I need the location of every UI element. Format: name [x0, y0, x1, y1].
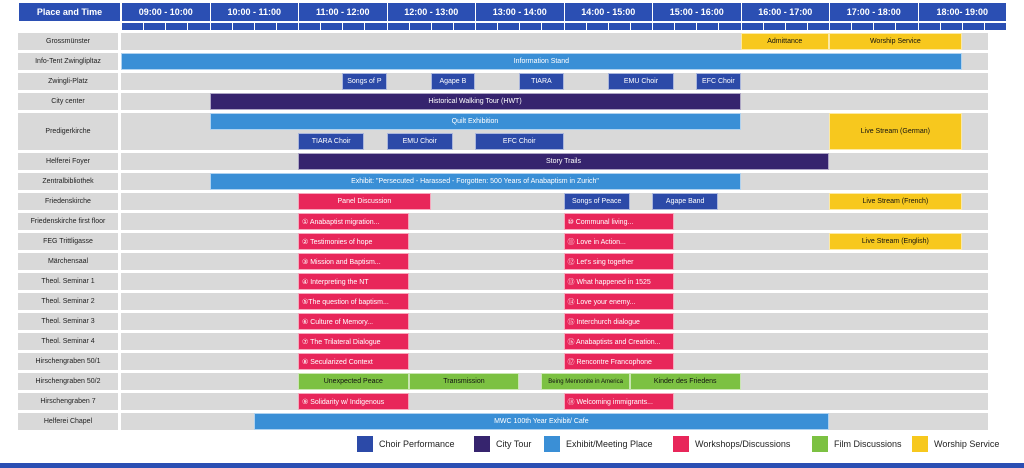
time-header-5: 14:00 - 15:00: [564, 3, 653, 21]
event-workshop[interactable]: ⑤The question of baptism...: [298, 293, 409, 310]
quarter-hour-tick: [541, 23, 563, 30]
quarter-hour-tick: [519, 23, 541, 30]
time-header-3: 12:00 - 13:00: [387, 3, 476, 21]
legend-label: Worship Service: [934, 439, 1000, 449]
quarter-hour-tick: [608, 23, 630, 30]
legend-item-city-tour: [474, 434, 531, 454]
event-exhibit[interactable]: MWC 100th Year Exhibit/ Cafe: [254, 413, 829, 430]
quarter-hour-tick: [763, 23, 785, 30]
event-worship[interactable]: Admittance: [741, 33, 830, 50]
time-header-2: 11:00 - 12:00: [298, 3, 387, 21]
quarter-hour-tick: [298, 23, 320, 30]
event-exhibit[interactable]: Information Stand: [121, 53, 962, 70]
venue-label: Märchensaal: [18, 253, 118, 270]
event-choir[interactable]: Agape B: [431, 73, 475, 90]
event-choir[interactable]: EFC Choir: [475, 133, 564, 150]
quarter-hour-tick: [210, 23, 232, 30]
event-workshop[interactable]: ⑱ Welcoming immigrants...: [564, 393, 675, 410]
quarter-hour-tick: [984, 23, 1006, 30]
quarter-hour-tick: [652, 23, 674, 30]
event-choir[interactable]: TIARA Choir: [298, 133, 364, 150]
event-choir[interactable]: Songs of P: [342, 73, 386, 90]
legend-item-workshop: [673, 434, 790, 454]
time-header-1: 10:00 - 11:00: [210, 3, 299, 21]
quarter-hour-tick: [387, 23, 409, 30]
event-workshop[interactable]: ③ Mission and Baptism...: [298, 253, 409, 270]
venue-label: Zentralbibliothek: [18, 173, 118, 190]
event-worship[interactable]: Live Stream (English): [829, 233, 962, 250]
event-workshop[interactable]: ④ Interpreting the NT: [298, 273, 409, 290]
venue-label: Theol. Seminar 2: [18, 293, 118, 310]
event-workshop[interactable]: ⑮ Interchurch dialogue: [564, 313, 675, 330]
venue-label: FEG Trittligasse: [18, 233, 118, 250]
legend-label: Exhibit/Meeting Place: [566, 439, 653, 449]
legend-swatch: [544, 436, 560, 452]
time-header-8: 17:00 - 18:00: [829, 3, 918, 21]
legend-item-exhibit: [544, 434, 653, 454]
time-header-4: 13:00 - 14:00: [475, 3, 564, 21]
quarter-hour-tick: [829, 23, 851, 30]
event-exhibit[interactable]: Exhibit: "Persecuted - Harassed - Forgotten: 500 Years of Anabaptism in Zurich": [210, 173, 741, 190]
event-workshop[interactable]: ⑯ Anabaptists and Creation...: [564, 333, 675, 350]
event-city-tour[interactable]: Story Trails: [298, 153, 829, 170]
legend-swatch: [912, 436, 928, 452]
legend-swatch: [357, 436, 373, 452]
quarter-hour-tick: [143, 23, 165, 30]
quarter-hour-tick: [187, 23, 209, 30]
event-workshop[interactable]: ② Testimonies of hope: [298, 233, 409, 250]
legend-item-film: [812, 434, 902, 454]
quarter-hour-tick: [497, 23, 519, 30]
row-background: [121, 313, 988, 330]
quarter-hour-tick: [409, 23, 431, 30]
legend-label: Choir Performance: [379, 439, 455, 449]
quarter-hour-tick: [630, 23, 652, 30]
event-worship[interactable]: Worship Service: [829, 33, 962, 50]
event-worship[interactable]: Live Stream (German): [829, 113, 962, 150]
quarter-hour-tick: [785, 23, 807, 30]
event-choir[interactable]: Songs of Peace: [564, 193, 630, 210]
quarter-hour-tick: [807, 23, 829, 30]
quarter-hour-tick: [873, 23, 895, 30]
venue-label: Friedenskirche first floor: [18, 213, 118, 230]
legend-swatch: [474, 436, 490, 452]
event-exhibit[interactable]: Quilt Exhibition: [210, 113, 741, 130]
venue-label: Friedenskirche: [18, 193, 118, 210]
row-background: [121, 213, 988, 230]
place-and-time-header: Place and Time: [18, 3, 120, 21]
venue-label: Hirschengraben 50/1: [18, 353, 118, 370]
quarter-hour-tick: [674, 23, 696, 30]
event-workshop[interactable]: ⑭ Love your enemy...: [564, 293, 675, 310]
event-film[interactable]: Unexpected Peace: [298, 373, 409, 390]
quarter-hour-tick: [918, 23, 940, 30]
event-worship[interactable]: Live Stream (French): [829, 193, 962, 210]
quarter-hour-tick: [165, 23, 187, 30]
event-choir[interactable]: Agape Band: [652, 193, 718, 210]
row-background: [121, 273, 988, 290]
quarter-hour-tick: [564, 23, 586, 30]
venue-label: Grossmünster: [18, 33, 118, 50]
venue-label: Theol. Seminar 3: [18, 313, 118, 330]
venue-label: Predigerkirche: [18, 113, 118, 150]
row-background: [121, 293, 988, 310]
quarter-hour-tick: [276, 23, 298, 30]
quarter-hour-tick: [696, 23, 718, 30]
row-background: [121, 253, 988, 270]
event-workshop[interactable]: ⑬ What happened in 1525: [564, 273, 675, 290]
event-film[interactable]: Transmission: [409, 373, 520, 390]
quarter-hour-tick: [121, 23, 143, 30]
legend-item-worship: [912, 434, 999, 454]
event-workshop[interactable]: ⑥ Culture of Memory...: [298, 313, 409, 330]
row-background: [121, 393, 988, 410]
venue-label: Theol. Seminar 1: [18, 273, 118, 290]
quarter-hour-tick: [364, 23, 386, 30]
quarter-hour-tick: [475, 23, 497, 30]
event-city-tour[interactable]: Historical Walking Tour (HWT): [210, 93, 741, 110]
time-header-9: 18:00- 19:00: [918, 3, 1007, 21]
quarter-hour-tick: [962, 23, 984, 30]
event-film[interactable]: Kinder des Friedens: [630, 373, 741, 390]
event-workshop[interactable]: ⑦ The Trilateral Dialogue: [298, 333, 409, 350]
event-workshop[interactable]: ⑫ Let's sing together: [564, 253, 675, 270]
venue-label: City center: [18, 93, 118, 110]
quarter-hour-tick: [320, 23, 342, 30]
quarter-hour-tick: [895, 23, 917, 30]
event-workshop[interactable]: ⑩ Communal living...: [564, 213, 675, 230]
venue-label: Hirschengraben 50/2: [18, 373, 118, 390]
event-film[interactable]: Being Mennonite in America: [541, 373, 630, 390]
quarter-hour-tick: [586, 23, 608, 30]
venue-label: Helferei Foyer: [18, 153, 118, 170]
quarter-hour-tick: [940, 23, 962, 30]
event-workshop[interactable]: ⑪ Love in Action...: [564, 233, 675, 250]
event-choir[interactable]: EMU Choir: [608, 73, 674, 90]
event-choir[interactable]: EMU Choir: [387, 133, 453, 150]
time-header-0: 09:00 - 10:00: [121, 3, 210, 21]
legend-swatch: [812, 436, 828, 452]
event-workshop[interactable]: Panel Discussion: [298, 193, 431, 210]
event-choir[interactable]: TIARA: [519, 73, 563, 90]
quarter-hour-tick: [254, 23, 276, 30]
quarter-hour-tick: [431, 23, 453, 30]
venue-label: Theol. Seminar 4: [18, 333, 118, 350]
venue-label: Zwingli-Platz: [18, 73, 118, 90]
venue-label: Helferei Chapel: [18, 413, 118, 430]
row-background: [121, 333, 988, 350]
quarter-hour-tick: [453, 23, 475, 30]
legend-item-choir: [357, 434, 455, 454]
event-workshop[interactable]: ⑨ Solidarity w/ Indigenous: [298, 393, 409, 410]
legend-label: City Tour: [496, 439, 532, 449]
venue-label: Hirschengraben 7: [18, 393, 118, 410]
legend-label: Film Discussions: [834, 439, 902, 449]
quarter-hour-tick: [741, 23, 763, 30]
row-background: [121, 353, 988, 370]
event-choir[interactable]: EFC Choir: [696, 73, 740, 90]
legend-swatch: [673, 436, 689, 452]
time-header-6: 15:00 - 16:00: [652, 3, 741, 21]
quarter-hour-tick: [232, 23, 254, 30]
legend-label: Workshops/Discussions: [695, 439, 791, 449]
quarter-hour-tick: [851, 23, 873, 30]
event-workshop[interactable]: ⑧ Secularized Context: [298, 353, 409, 370]
quarter-hour-tick: [718, 23, 740, 30]
venue-label: Info-Tent Zwinglipltaz: [18, 53, 118, 70]
quarter-hour-tick: [342, 23, 364, 30]
time-header-7: 16:00 - 17:00: [741, 3, 830, 21]
bottom-bar: [0, 463, 1024, 468]
event-workshop[interactable]: ① Anabaptist migration...: [298, 213, 409, 230]
event-workshop[interactable]: ⑰ Rencontre Francophone: [564, 353, 675, 370]
